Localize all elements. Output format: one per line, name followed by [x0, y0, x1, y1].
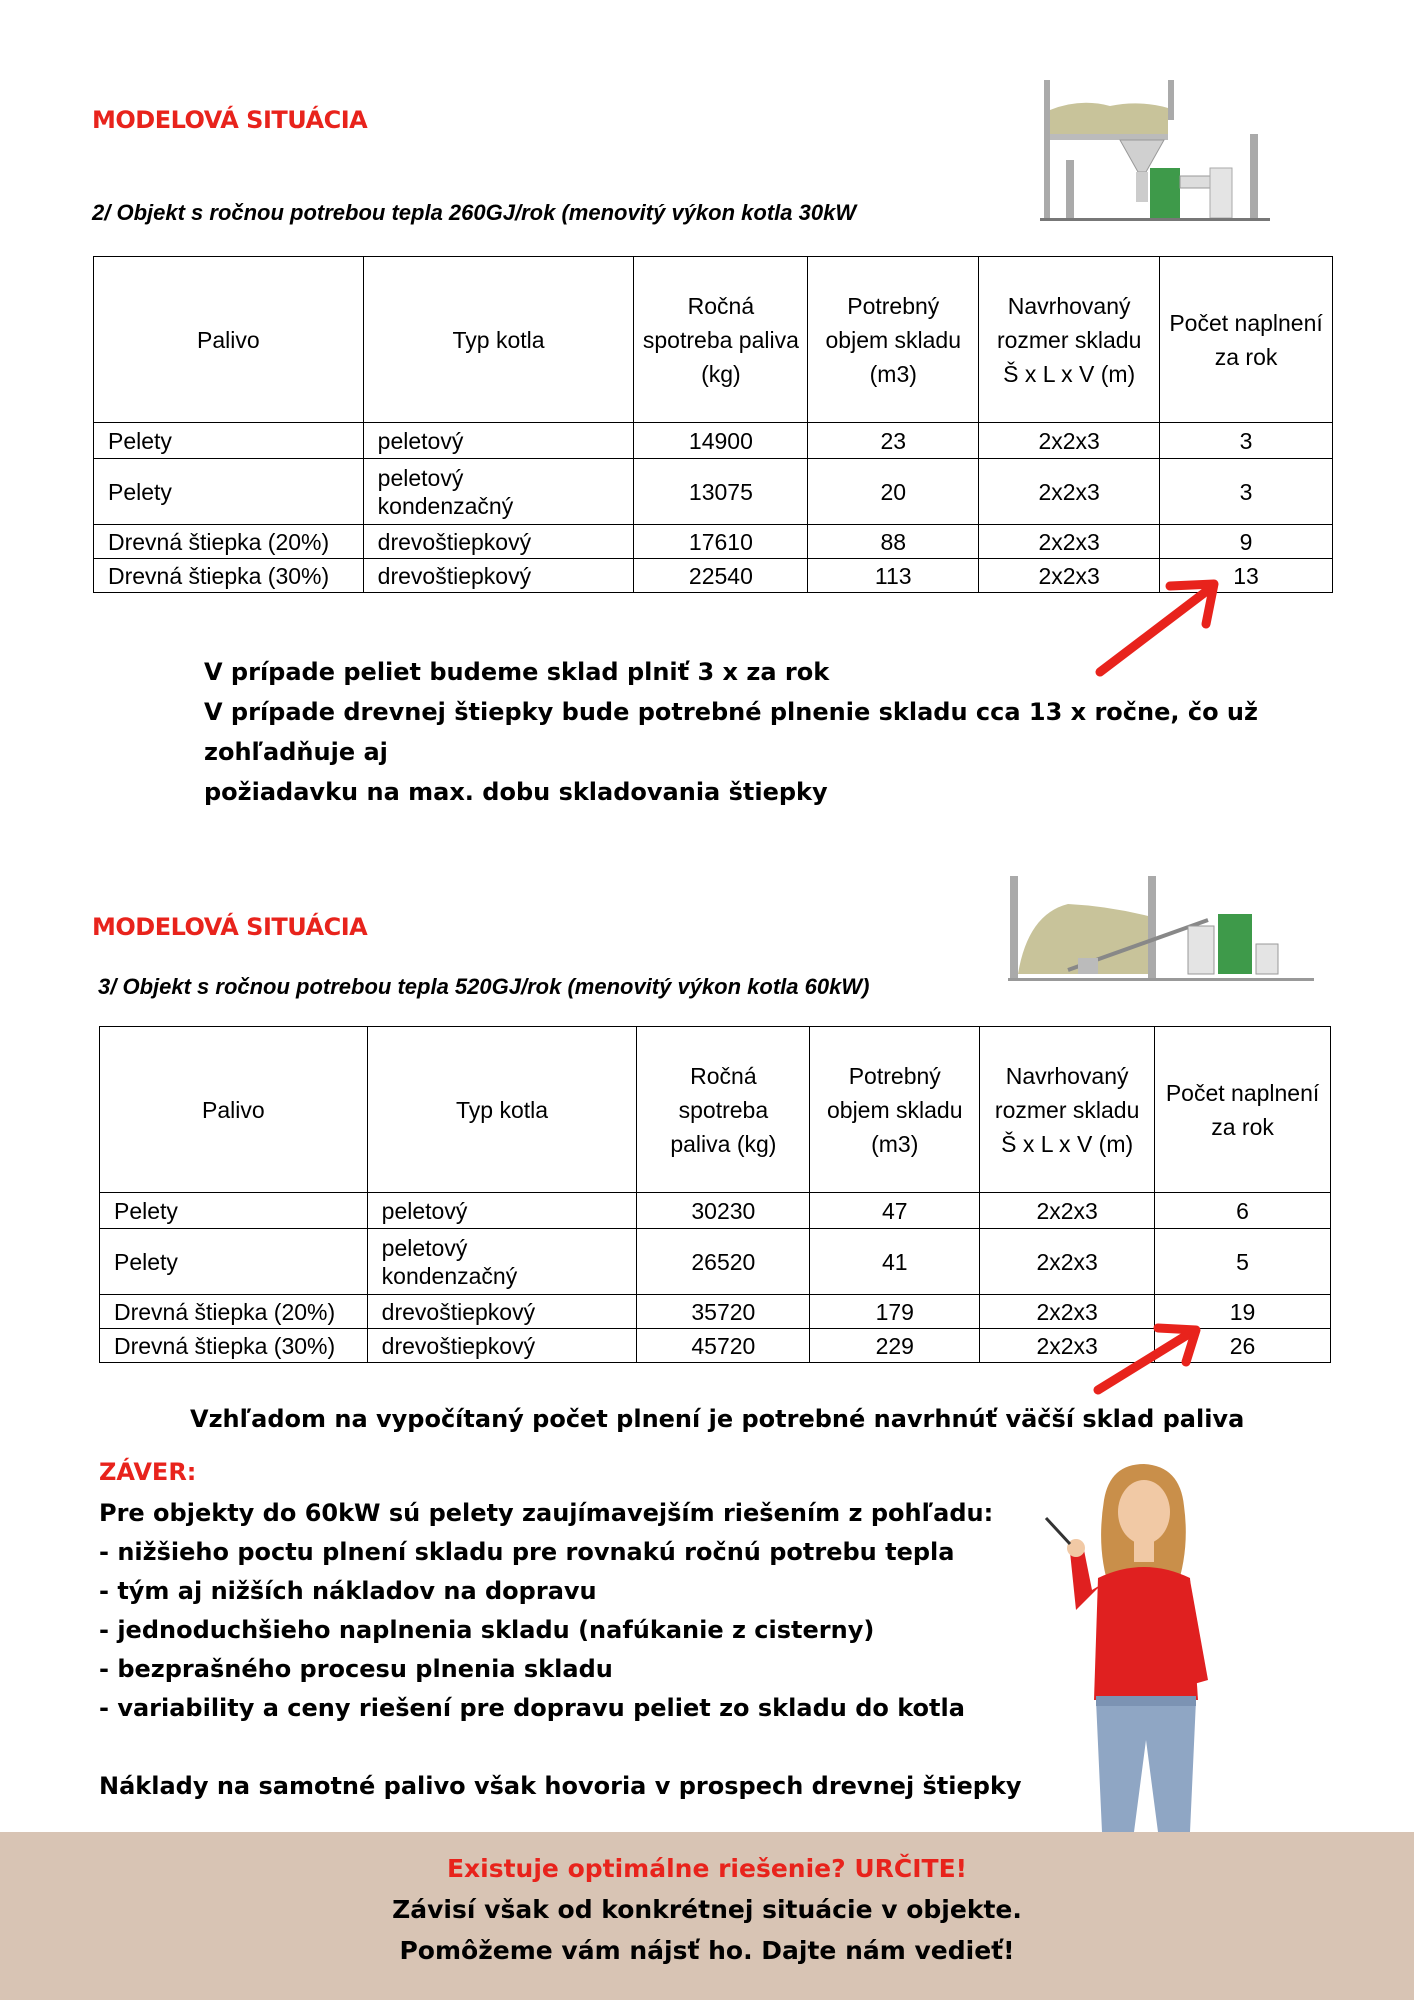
cell-typ: peletový	[363, 423, 634, 459]
section2-title: MODELOVÁ SITUÁCIA	[92, 913, 368, 941]
footer-line1: Existuje optimálne riešenie? URČITE!	[446, 1854, 968, 1883]
chip-storage-illustration	[1008, 874, 1314, 982]
cell-palivo: Drevná štiepka (30%)	[94, 559, 364, 593]
cell-palivo: Drevná štiepka (20%)	[100, 1295, 368, 1329]
cell-pocet: 9	[1160, 525, 1333, 559]
cell-spotreba: 26520	[637, 1229, 810, 1295]
conclusion-line: - tým aj nižších nákladov na dopravu	[99, 1577, 597, 1605]
section2-table	[99, 1026, 1331, 1363]
cell-objem: 20	[808, 459, 979, 525]
cell-typ: drevoštiepkový	[367, 1329, 637, 1363]
cell-palivo: Pelety	[94, 423, 364, 459]
cell-pocet: 5	[1155, 1229, 1331, 1295]
cell-palivo: Pelety	[100, 1193, 368, 1229]
cell-rozmer: 2x2x3	[980, 1229, 1155, 1295]
cell-typ-line2: kondenzačný	[377, 492, 514, 519]
cell-objem: 179	[810, 1295, 980, 1329]
conclusion-line: - nižšieho poctu plnení skladu pre rovnakú ročnú potrebu tepla	[99, 1538, 955, 1566]
table-row	[100, 1229, 1331, 1295]
section1-subtitle: 2/ Objekt s ročnou potrebou tepla 260GJ/rok (menovitý výkon kotla 30kW	[92, 200, 857, 225]
cell-objem: 23	[808, 423, 979, 459]
cell-typ: drevoštiepkový	[363, 525, 634, 559]
header-pocet: Počet naplnení za rok	[1155, 1027, 1331, 1193]
note-line: V prípade peliet budeme sklad plniť 3 x za rok	[204, 658, 830, 686]
conclusion-line	[99, 1728, 1039, 1767]
footer-line2: Závisí však od konkrétnej situácie v objekte.	[392, 1895, 1022, 1924]
cell-palivo: Pelety	[94, 459, 364, 525]
cell-typ	[363, 459, 634, 525]
cell-objem: 88	[808, 525, 979, 559]
cell-spotreba: 22540	[634, 559, 808, 593]
table-row	[100, 1193, 1331, 1229]
header-rozmer: Navrhovaný rozmer skladu Š x L x V (m)	[980, 1027, 1155, 1193]
footer-banner	[0, 1832, 1414, 2000]
header-rozmer: Navrhovaný rozmer skladu Š x L x V (m)	[979, 257, 1160, 423]
section1-title: MODELOVÁ SITUÁCIA	[92, 106, 368, 134]
cell-pocet: 3	[1160, 423, 1333, 459]
conclusion-line: Pre objekty do 60kW sú pelety zaujímavejším riešením z pohľadu:	[99, 1499, 994, 1527]
cell-pocet: 19	[1155, 1295, 1331, 1329]
header-objem: Potrebný objem skladu (m3)	[808, 257, 979, 423]
conclusion-line: - jednoduchšieho naplnenia skladu (nafúkanie z cisterny)	[99, 1616, 875, 1644]
cell-typ: drevoštiepkový	[363, 559, 634, 593]
section2-note: Vzhľadom na vypočítaný počet plnení je potrebné navrhnúť väčší sklad paliva	[190, 1405, 1245, 1433]
cell-rozmer: 2x2x3	[979, 525, 1160, 559]
silo-boiler-illustration	[1040, 72, 1270, 222]
header-pocet: Počet naplnení za rok	[1160, 257, 1333, 423]
cell-rozmer: 2x2x3	[979, 459, 1160, 525]
cell-rozmer: 2x2x3	[980, 1295, 1155, 1329]
red-arrow-icon	[1088, 1316, 1208, 1400]
note-line: požiadavku na max. dobu skladovania štiepky	[204, 778, 828, 806]
conclusion-line: Náklady na samotné palivo však hovoria v prospech drevnej štiepky	[99, 1772, 1022, 1800]
header-objem: Potrebný objem skladu (m3)	[810, 1027, 980, 1193]
header-palivo: Palivo	[94, 257, 364, 423]
cell-objem: 41	[810, 1229, 980, 1295]
cell-spotreba: 30230	[637, 1193, 810, 1229]
footer-line3: Pomôžeme vám nájsť ho. Dajte nám vedieť!	[399, 1936, 1015, 1965]
cell-objem: 47	[810, 1193, 980, 1229]
note-line: V prípade drevnej štiepky bude potrebné plnenie skladu cca 13 x ročne, čo už zohľadňuje aj	[204, 698, 1258, 766]
woman-with-pen-illustration	[1040, 1460, 1240, 1832]
cell-spotreba: 17610	[634, 525, 808, 559]
cell-palivo: Pelety	[100, 1229, 368, 1295]
cell-spotreba: 35720	[637, 1295, 810, 1329]
cell-spotreba: 45720	[637, 1329, 810, 1363]
cell-typ-line2: kondenzačný	[381, 1262, 518, 1289]
header-typ-kotla: Typ kotla	[367, 1027, 637, 1193]
section2-subtitle: 3/ Objekt s ročnou potrebou tepla 520GJ/rok (menovitý výkon kotla 60kW)	[98, 974, 870, 999]
cell-typ: peletový	[367, 1193, 637, 1229]
cell-typ	[367, 1229, 637, 1295]
conclusion-line: - bezprašného procesu plnenia skladu	[99, 1655, 613, 1683]
cell-spotreba: 13075	[634, 459, 808, 525]
cell-pocet: 6	[1155, 1193, 1331, 1229]
cell-objem: 113	[808, 559, 979, 593]
cell-spotreba: 14900	[634, 423, 808, 459]
cell-palivo: Drevná štiepka (20%)	[94, 525, 364, 559]
cell-objem: 229	[810, 1329, 980, 1363]
conclusion-line: - variability a ceny riešení pre dopravu peliet zo skladu do kotla	[99, 1694, 965, 1722]
header-palivo: Palivo	[100, 1027, 368, 1193]
header-spotreba: Ročná spotreba paliva (kg)	[637, 1027, 810, 1193]
cell-rozmer: 2x2x3	[980, 1193, 1155, 1229]
table-row	[94, 525, 1333, 559]
header-typ-kotla: Typ kotla	[363, 257, 634, 423]
cell-typ-line1: peletový	[381, 1234, 468, 1261]
conclusion-text	[99, 1494, 1039, 1806]
cell-pocet: 3	[1160, 459, 1333, 525]
cell-pocet: 13	[1160, 559, 1333, 593]
conclusion-heading: ZÁVER:	[99, 1458, 197, 1486]
cell-palivo: Drevná štiepka (30%)	[100, 1329, 368, 1363]
cell-pocet: 26	[1155, 1329, 1331, 1363]
header-spotreba: Ročná spotreba paliva (kg)	[634, 257, 808, 423]
cell-rozmer: 2x2x3	[979, 423, 1160, 459]
cell-rozmer: 2x2x3	[980, 1329, 1155, 1363]
cell-typ-line1: peletový	[377, 464, 464, 491]
section1-note	[204, 652, 1414, 812]
cell-rozmer: 2x2x3	[979, 559, 1160, 593]
table-row	[94, 459, 1333, 525]
table-row	[94, 423, 1333, 459]
section1-table	[93, 256, 1333, 593]
cell-typ: drevoštiepkový	[367, 1295, 637, 1329]
